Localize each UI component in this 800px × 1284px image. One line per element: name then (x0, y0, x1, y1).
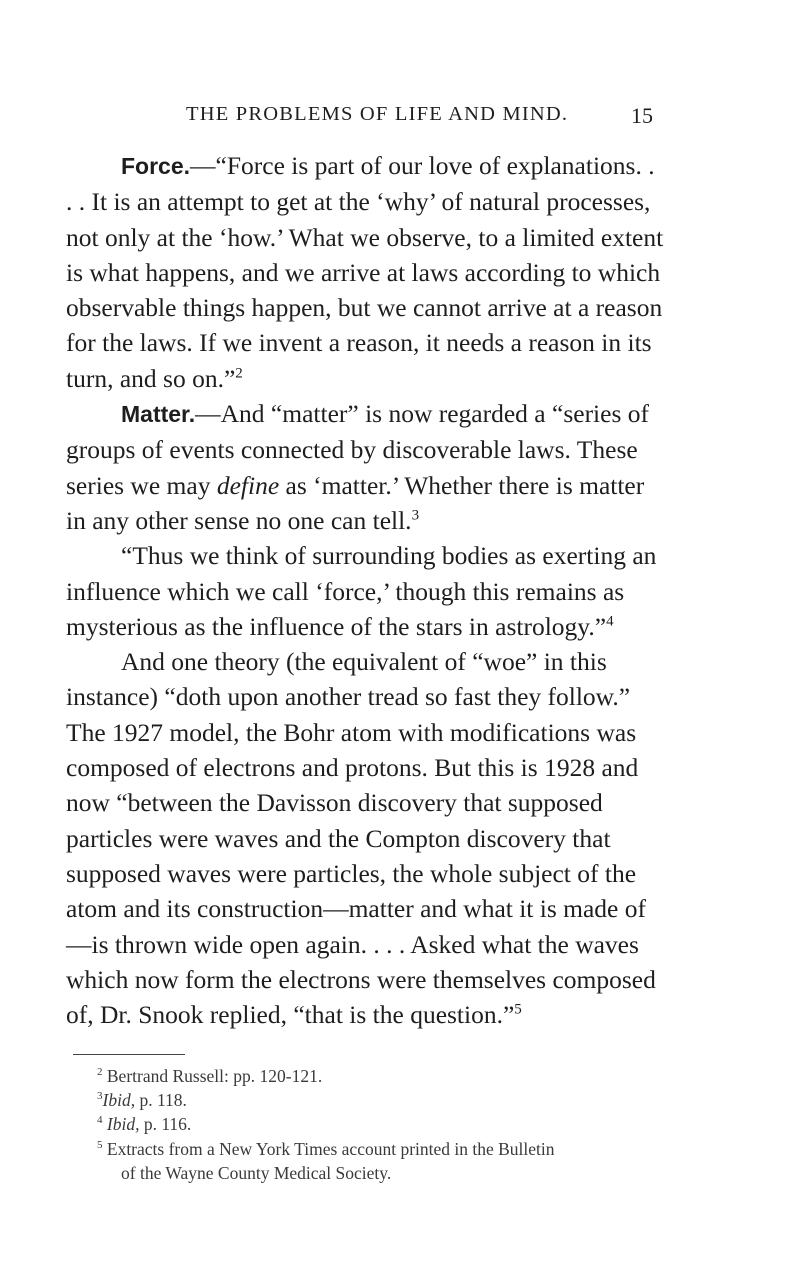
footnote-ref-4: 4 (606, 613, 614, 630)
footnote-ref-2: 2 (235, 365, 243, 382)
footnote-divider (73, 1054, 185, 1055)
footnote-mark: 5 (97, 1138, 103, 1151)
footnote-text: Extracts from a New York Times account printed in the Bulletin (106, 1138, 555, 1159)
footnote-5 (66, 1137, 666, 1161)
footnote-ibid: Ibid, (106, 1114, 140, 1135)
footnote-4 (66, 1112, 666, 1136)
paragraph-theory-text: And one theory (the equivalent of “woe” in this instance) “doth upon another tread so fast they follow.” The 1927 model, the Bohr atom with modifications was composed of electrons and protons. But this is 1928 and now “between the Davisson discovery that supposed particles were waves and the Compton discovery that supposed waves were particles, the whole subject of the atom and its construction—matter and what it is made of—is thrown wide open again. . . . Asked what the waves which now form the electrons were themselves composed of, Dr. Snook replied, “that is the question.” (66, 647, 656, 1030)
paragraph-force-text: —“Force is part of our love of explanations. . . . It is an attempt to get at the ‘why’ of natural processes, not only at the ‘how.’ What we observe, to a limited extent is what happens, and we arrive at laws according to which observable things happen, but we cannot arrive at a reason for the laws. If we invent a reason, it needs a reason in its turn, and so on.” (66, 151, 664, 393)
paragraph-matter (66, 396, 666, 538)
footnote-text: Bertrand Russell: pp. 120-121. (106, 1066, 323, 1086)
running-head: THE PROBLEMS OF LIFE AND MIND. (186, 103, 569, 125)
footnotes (66, 1064, 666, 1185)
footnote-5-continued (66, 1161, 666, 1185)
term-force: Force. (121, 153, 191, 179)
paragraph-matter-text-a: —And “matter” is now regarded a “series of groups of events connected by discoverable laws. These series we may (66, 399, 649, 500)
footnote-mark: 4 (97, 1114, 103, 1127)
term-matter: Matter. (121, 401, 196, 428)
footnote-text: p. 116. (139, 1114, 192, 1135)
paragraph-theory (66, 644, 666, 1032)
footnote-mark: 2 (97, 1066, 103, 1079)
page-number: 15 (631, 103, 653, 128)
footnote-text-continued: of the Wayne County Medical Society. (121, 1162, 392, 1183)
footnote-2 (66, 1064, 666, 1088)
footnote-text: p. 118. (135, 1090, 187, 1111)
footnote-ibid: Ibid, (102, 1090, 136, 1111)
footnote-ref-5: 5 (514, 1001, 522, 1018)
footnote-mark: 3 (97, 1090, 103, 1103)
footnote-ref-3: 3 (411, 507, 420, 524)
paragraph-thus (66, 538, 666, 644)
footnote-3 (66, 1088, 666, 1112)
paragraph-thus-text: “Thus we think of surrounding bodies as exerting an influence which we call ‘force,’ though this remains as mysterious as the influence of the stars in astrology.” (66, 541, 657, 641)
emphasis-define: define (216, 470, 280, 500)
paragraph-matter-text-b: as ‘matter.’ Whether there is matter in any other sense no one can tell. (66, 470, 645, 535)
body-text (66, 148, 666, 1032)
paragraph-force (66, 148, 666, 396)
